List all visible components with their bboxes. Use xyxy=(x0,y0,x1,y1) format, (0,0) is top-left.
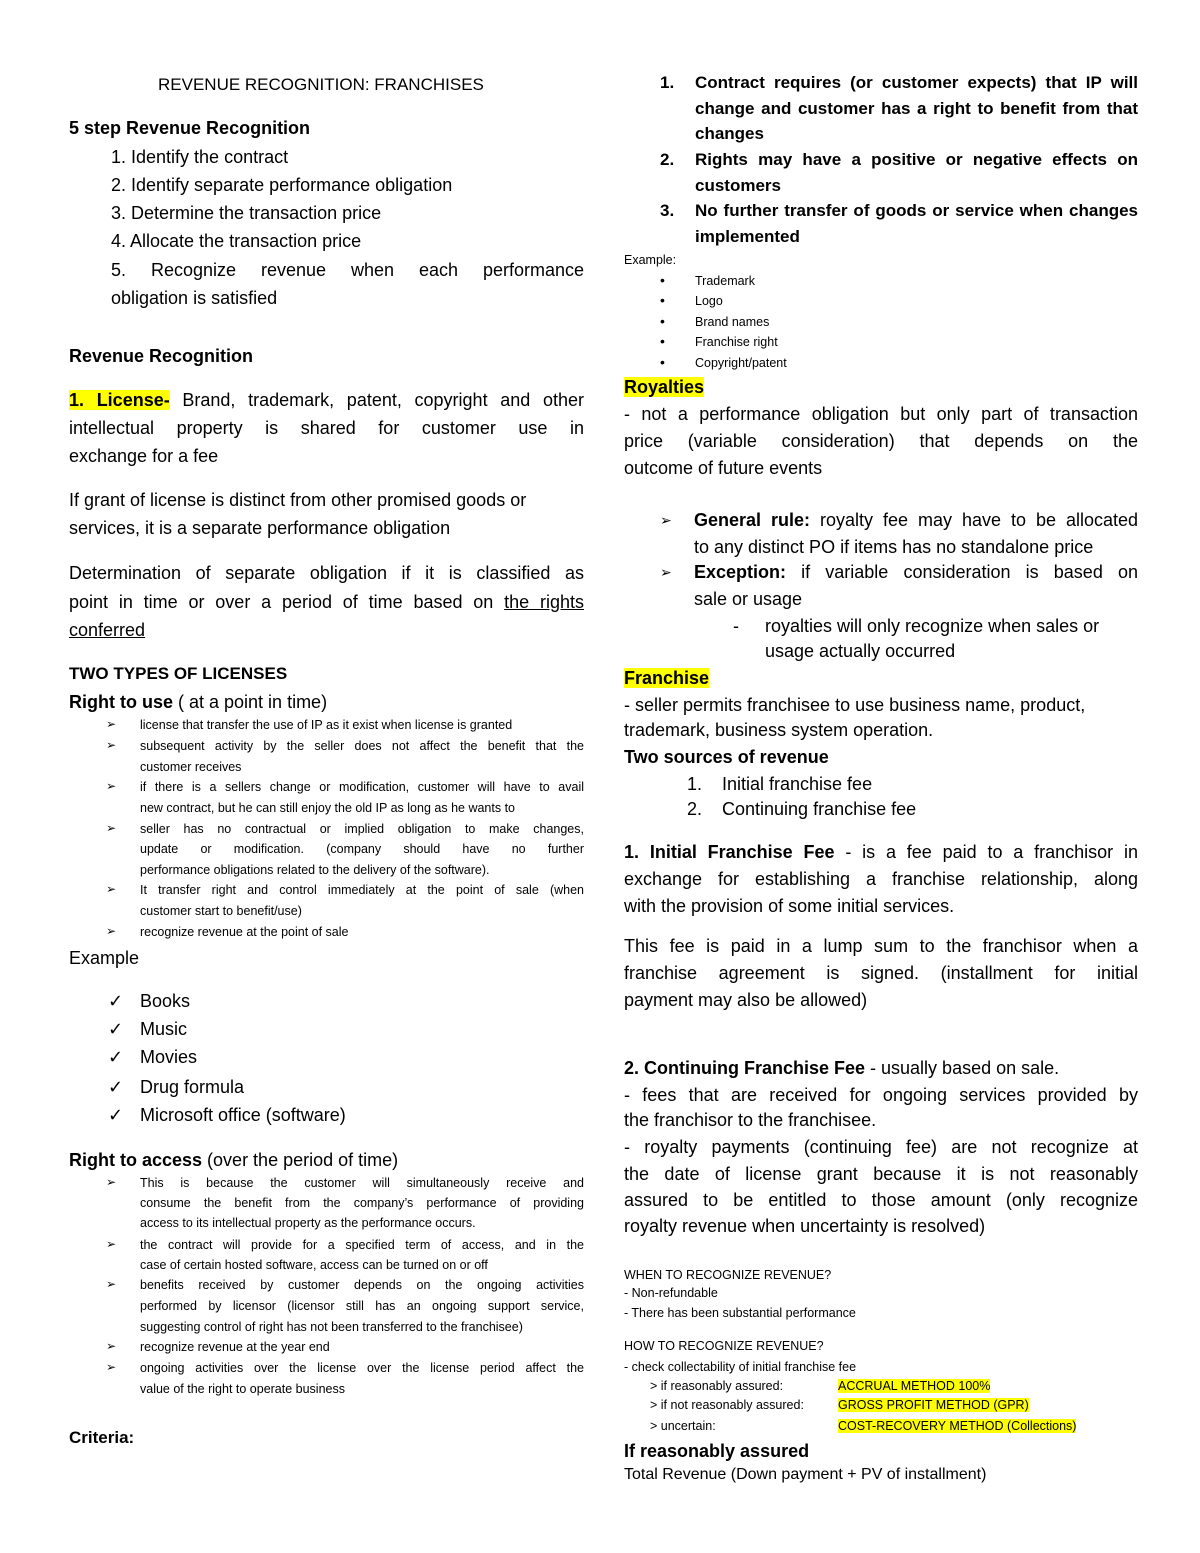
criteria-item-line: customers xyxy=(695,175,781,195)
license-line2: intellectual property is shared for customer use in xyxy=(69,418,584,438)
right-to-use-item: performance obligations related to the delivery of the software). xyxy=(140,863,490,877)
cff-line2: - fees that are received for ongoing services provided by xyxy=(624,1085,1138,1105)
total-revenue-line: Total Revenue (Down payment + PV of installment) xyxy=(624,1466,987,1483)
right-to-use-item: subsequent activity by the seller does not affect the benefit that the xyxy=(140,739,584,753)
arrow-bullet-icon: ➢ xyxy=(660,512,672,528)
cff-line6: assured to be entitled to those amount (only recognize xyxy=(624,1190,1138,1210)
cff-line4: - royalty payments (continuing fee) are not recognize at xyxy=(624,1137,1138,1157)
arrow-bullet-icon: ➢ xyxy=(106,1339,117,1353)
cff-line7: royalty revenue when uncertainty is resolved) xyxy=(624,1216,986,1236)
right-example-item: Copyright/patent xyxy=(695,356,787,370)
checkmark-icon: ✓ xyxy=(108,991,124,1011)
right-to-access-item: suggesting control of right has not been transferred to the franchisee) xyxy=(140,1320,523,1334)
example-label: Example xyxy=(69,948,140,968)
right-to-use-item: It transfer right and control immediately at the point of sale (when xyxy=(140,883,584,897)
right-example-item: Logo xyxy=(695,294,723,308)
how-heading: HOW TO RECOGNIZE REVENUE? xyxy=(624,1339,824,1353)
accrual-method-badge: ACCRUAL METHOD 100% xyxy=(838,1379,991,1393)
right-to-access-item: value of the right to operate business xyxy=(140,1382,345,1396)
lump-line3: payment may also be allowed) xyxy=(624,990,868,1010)
step-3: 3. Determine the transaction price xyxy=(111,203,382,223)
when-heading: WHEN TO RECOGNIZE REVENUE? xyxy=(624,1268,832,1282)
checkmark-icon: ✓ xyxy=(108,1019,124,1039)
right-to-use-item: new contract, but he can still enjoy the old IP as long as he wants to xyxy=(140,801,515,815)
right-to-access-item: case of certain hosted software, access can be turned on or off xyxy=(140,1258,488,1272)
iff-line1 xyxy=(624,842,1138,863)
if-reasonably-assured-heading: If reasonably assured xyxy=(624,1441,810,1461)
cff-line3: the franchisor to the franchisee. xyxy=(624,1110,877,1130)
exception-line2: sale or usage xyxy=(694,589,803,609)
lump-line2: franchise agreement is signed. (installment for initial xyxy=(624,963,1138,983)
right-to-use-item: update or modification. (company should have no further xyxy=(140,842,584,856)
royalties-sub-line2: usage actually occurred xyxy=(765,641,956,661)
right-example-item: Brand names xyxy=(695,315,770,329)
license-text: Brand, trademark, patent, copyright and other xyxy=(169,390,584,410)
right-to-access-item: ongoing activities over the license over the license period affect the xyxy=(140,1361,584,1375)
when-line1: - Non-refundable xyxy=(624,1286,718,1300)
lump-line1: This fee is paid in a lump sum to the franchisor when a xyxy=(624,936,1138,956)
example-item: Music xyxy=(140,1019,188,1039)
dash-bullet: - xyxy=(733,616,739,636)
right-to-access-item: the contract will provide for a specified term of access, and in the xyxy=(140,1238,584,1252)
arrow-bullet-icon: ➢ xyxy=(106,738,117,752)
franchise-heading xyxy=(624,668,709,689)
arrow-bullet-icon: ➢ xyxy=(106,1360,117,1374)
right-to-use-item: seller has no contractual or implied obligation to make changes, xyxy=(140,822,584,836)
arrow-bullet-icon: ➢ xyxy=(106,1277,117,1291)
arrow-bullet-icon: ➢ xyxy=(106,717,117,731)
revenue-recognition-heading: Revenue Recognition xyxy=(69,346,254,366)
right-to-use-item: customer start to benefit/use) xyxy=(140,904,302,918)
right-to-use-heading xyxy=(69,692,327,713)
rights-conferred-link: the rights xyxy=(504,592,584,612)
right-to-access-item: benefits received by customer depends on the ongoing activities xyxy=(140,1278,584,1292)
how-row2-label: > if not reasonably assured: xyxy=(650,1398,804,1412)
cost-recovery-method-badge: COST-RECOVERY METHOD (Collections) xyxy=(838,1419,1077,1433)
cff-line1 xyxy=(624,1058,1059,1079)
cff-text: - usually based on sale. xyxy=(865,1058,1060,1078)
criteria-item-line: No further transfer of goods or service when changes xyxy=(695,201,1138,220)
royalties-sub-line1: royalties will only recognize when sales or xyxy=(765,616,1100,636)
example-item: Books xyxy=(140,991,191,1011)
general-rule-label: General rule: xyxy=(694,510,811,530)
general-rule-line1 xyxy=(694,510,1138,531)
gross-profit-method-badge: GROSS PROFIT METHOD (GPR) xyxy=(838,1398,1029,1412)
right-to-access-item: access to its intellectual property as the performance occurs. xyxy=(140,1216,476,1230)
right-to-use-item: if there is a sellers change or modification, customer will have to avail xyxy=(140,780,584,794)
right-to-access-label: Right to access xyxy=(69,1150,203,1170)
checkmark-icon: ✓ xyxy=(108,1047,124,1067)
general-rule-text: royalty fee may have to be allocated xyxy=(810,510,1138,530)
royalties-line2: price (variable consideration) that depends on the xyxy=(624,431,1138,451)
when-line2: - There has been substantial performance xyxy=(624,1306,856,1320)
two-sources-heading: Two sources of revenue xyxy=(624,747,829,767)
determination-text: point in time or over a period of time based on xyxy=(69,592,505,612)
right-to-use-label: Right to use xyxy=(69,692,173,712)
criteria-item-line: changes xyxy=(695,124,764,143)
bullet-icon: • xyxy=(660,272,665,288)
bullet-icon: • xyxy=(660,313,665,329)
how-row1-label: > if reasonably assured: xyxy=(650,1379,784,1393)
arrow-bullet-icon: ➢ xyxy=(106,924,117,938)
source-1-number: 1. xyxy=(687,774,703,794)
distinct-line2: services, it is a separate performance obligation xyxy=(69,518,451,538)
right-to-access-heading xyxy=(69,1150,398,1171)
right-to-access-note: (over the period of time) xyxy=(202,1150,399,1170)
right-to-use-item: recognize revenue at the point of sale xyxy=(140,925,349,939)
source-2: Continuing franchise fee xyxy=(722,799,917,819)
determination-line1: Determination of separate obligation if it is classified as xyxy=(69,563,584,583)
step-1: 1. Identify the contract xyxy=(111,147,289,167)
criteria-label: Criteria: xyxy=(69,1428,135,1447)
criteria-item-line: Rights may have a positive or negative effects on xyxy=(695,150,1138,169)
how-row3-label: > uncertain: xyxy=(650,1419,716,1433)
bullet-icon: • xyxy=(660,292,665,308)
iff-line3: with the provision of some initial services. xyxy=(624,896,955,916)
distinct-line1: If grant of license is distinct from other promised goods or xyxy=(69,490,527,510)
iff-label: 1. Initial Franchise Fee xyxy=(624,842,835,862)
page-title: REVENUE RECOGNITION: FRANCHISES xyxy=(158,75,484,94)
royalties-line3: outcome of future events xyxy=(624,458,823,478)
arrow-bullet-icon: ➢ xyxy=(660,564,672,580)
exception-text: if variable consideration is based on xyxy=(786,562,1138,582)
iff-text: - is a fee paid to a franchisor in xyxy=(834,842,1138,862)
franchise-line1: - seller permits franchisee to use business name, product, xyxy=(624,695,1086,715)
iff-line2: exchange for establishing a franchise relationship, along xyxy=(624,869,1138,889)
arrow-bullet-icon: ➢ xyxy=(106,882,117,896)
criteria-number: 3. xyxy=(660,201,675,220)
right-to-access-item: This is because the customer will simultaneously receive and xyxy=(140,1176,584,1190)
license-line1 xyxy=(69,390,584,411)
criteria-item-line: Contract requires (or customer expects) that IP will xyxy=(695,73,1138,92)
checkmark-icon: ✓ xyxy=(108,1105,124,1125)
example-item: Movies xyxy=(140,1047,198,1067)
source-1: Initial franchise fee xyxy=(722,774,873,794)
determination-line2 xyxy=(69,592,584,613)
right-to-use-item: license that transfer the use of IP as it exist when license is granted xyxy=(140,718,513,732)
step-5-line2: obligation is satisfied xyxy=(111,288,278,308)
criteria-number: 1. xyxy=(660,73,675,92)
criteria-item-line: change and customer has a right to benefit from that xyxy=(695,98,1138,118)
how-line1: - check collectability of initial franchise fee xyxy=(624,1360,857,1374)
exception-label: Exception: xyxy=(694,562,787,582)
arrow-bullet-icon: ➢ xyxy=(106,821,117,835)
franchise-label: Franchise xyxy=(624,668,710,688)
determination-line3: conferred xyxy=(69,620,146,640)
bullet-icon: • xyxy=(660,354,665,370)
license-label: 1. License- xyxy=(69,390,170,410)
cff-label: 2. Continuing Franchise Fee xyxy=(624,1058,866,1078)
general-rule-line2: to any distinct PO if items has no standalone price xyxy=(694,537,1094,557)
two-types-heading: TWO TYPES OF LICENSES xyxy=(69,664,288,683)
source-2-number: 2. xyxy=(687,799,703,819)
franchise-line2: trademark, business system operation. xyxy=(624,720,934,740)
arrow-bullet-icon: ➢ xyxy=(106,779,117,793)
step-2: 2. Identify separate performance obligation xyxy=(111,175,453,195)
right-example-label: Example: xyxy=(624,253,677,267)
royalties-line1: - not a performance obligation but only part of transaction xyxy=(624,404,1138,424)
bullet-icon: • xyxy=(660,333,665,349)
exception-line1 xyxy=(694,562,1138,583)
right-to-access-item: recognize revenue at the year end xyxy=(140,1340,330,1354)
royalties-label: Royalties xyxy=(624,377,705,397)
five-step-heading: 5 step Revenue Recognition xyxy=(69,118,311,138)
example-item: Drug formula xyxy=(140,1077,245,1097)
license-line3: exchange for a fee xyxy=(69,446,219,466)
arrow-bullet-icon: ➢ xyxy=(106,1237,117,1251)
arrow-bullet-icon: ➢ xyxy=(106,1175,117,1189)
right-to-access-item: performed by licensor (licensor still has an ongoing support service, xyxy=(140,1299,584,1313)
right-to-use-item: customer receives xyxy=(140,760,242,774)
criteria-number: 2. xyxy=(660,150,675,169)
right-example-item: Franchise right xyxy=(695,335,778,349)
right-to-access-item: consume the benefit from the company’s performance of providing xyxy=(140,1196,584,1210)
right-to-use-note: ( at a point in time) xyxy=(173,692,328,712)
checkmark-icon: ✓ xyxy=(108,1077,124,1097)
criteria-item-line: implemented xyxy=(695,226,800,246)
right-example-item: Trademark xyxy=(695,274,755,288)
step-5-line1: 5. Recognize revenue when each performance xyxy=(111,260,584,280)
step-4: 4. Allocate the transaction price xyxy=(111,231,362,251)
royalties-heading xyxy=(624,377,704,398)
example-item: Microsoft office (software) xyxy=(140,1105,346,1125)
cff-line5: the date of license grant because it is not reasonably xyxy=(624,1164,1138,1184)
